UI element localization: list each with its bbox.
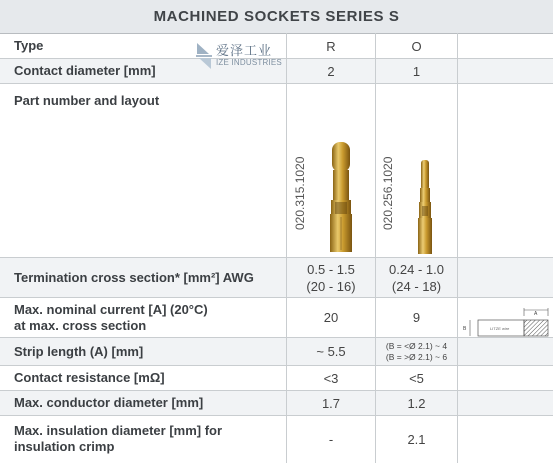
strip-length-o	[376, 338, 457, 365]
nominal-current-label	[14, 298, 284, 337]
diagram-label-a: A	[534, 311, 538, 317]
insulation-diameter-o: 2.1	[407, 431, 426, 447]
row-insulation-diameter	[0, 416, 553, 462]
diagram-label-b: B	[463, 326, 467, 332]
insulation-diameter-label-line2: insulation crimp	[14, 439, 115, 454]
conductor-diameter-r: 1.7	[321, 395, 341, 411]
column-divider-diagram	[457, 33, 458, 463]
watermark-logo	[194, 38, 314, 78]
contact-diameter-o: 1	[412, 63, 421, 79]
nominal-current-label-line1: Max. nominal current [A] (20°C)	[14, 301, 208, 317]
socket-r-image	[322, 142, 360, 256]
column-divider-o	[375, 33, 376, 463]
contact-resistance-r: <3	[323, 370, 339, 386]
contact-diameter-r: 2	[327, 63, 335, 79]
row-conductor-diameter	[0, 391, 553, 416]
type-r: R	[326, 38, 336, 54]
contact-diameter-label: Contact diameter [mm]	[14, 63, 156, 78]
termination-o	[376, 258, 457, 297]
strip-length-o-line2: (B = >Ø 2.1) ~ 6	[385, 351, 448, 362]
insulation-diameter-label-line1: Max. insulation diameter [mm] for	[14, 423, 223, 438]
row-part-number	[0, 84, 553, 258]
insulation-diameter-r: -	[328, 431, 334, 447]
watermark-text-cn: 爱泽工业	[216, 43, 273, 58]
nominal-current-r: 20	[323, 310, 339, 325]
nominal-current-label-line2: at max. cross section	[14, 317, 147, 333]
table-title: MACHINED SOCKETS SERIES S	[0, 0, 553, 34]
strip-length-diagram	[460, 306, 550, 346]
part-number-o: 020.256.1020	[381, 156, 395, 230]
part-number-label: Part number and layout	[14, 93, 160, 108]
row-termination	[0, 258, 553, 298]
diagram-label-wire: LITZE wire	[490, 326, 510, 331]
conductor-diameter-label: Max. conductor diameter [mm]	[14, 395, 204, 410]
type-o: O	[411, 38, 422, 54]
logo-mark-icon	[194, 40, 214, 72]
type-label: Type	[14, 38, 44, 53]
termination-label: Termination cross section* [mm²] AWG	[14, 269, 254, 285]
termination-r	[287, 258, 375, 297]
termination-o-line1: 0.24 - 1.0	[389, 261, 444, 277]
row-contact-resistance	[0, 366, 553, 391]
strip-length-r: ~ 5.5	[316, 344, 346, 359]
insulation-diameter-label	[14, 416, 284, 462]
contact-resistance-label: Contact resistance [mΩ]	[14, 370, 165, 385]
conductor-diameter-o: 1.2	[407, 395, 426, 411]
strip-length-o-line1: (B = <Ø 2.1) ~ 4	[385, 340, 448, 351]
watermark-text-en: IZE INDUSTRIES	[216, 58, 282, 67]
column-divider-r	[286, 33, 287, 463]
nominal-current-o: 9	[412, 310, 421, 325]
part-number-r: 020.315.1020	[293, 156, 307, 230]
socket-o-image	[414, 160, 436, 256]
strip-length-label: Strip length (A) [mm]	[14, 343, 144, 359]
termination-r-line1: 0.5 - 1.5	[307, 261, 355, 277]
termination-o-line2: (24 - 18)	[391, 278, 442, 294]
termination-r-line2: (20 - 16)	[306, 278, 356, 294]
contact-resistance-o: <5	[409, 370, 424, 386]
